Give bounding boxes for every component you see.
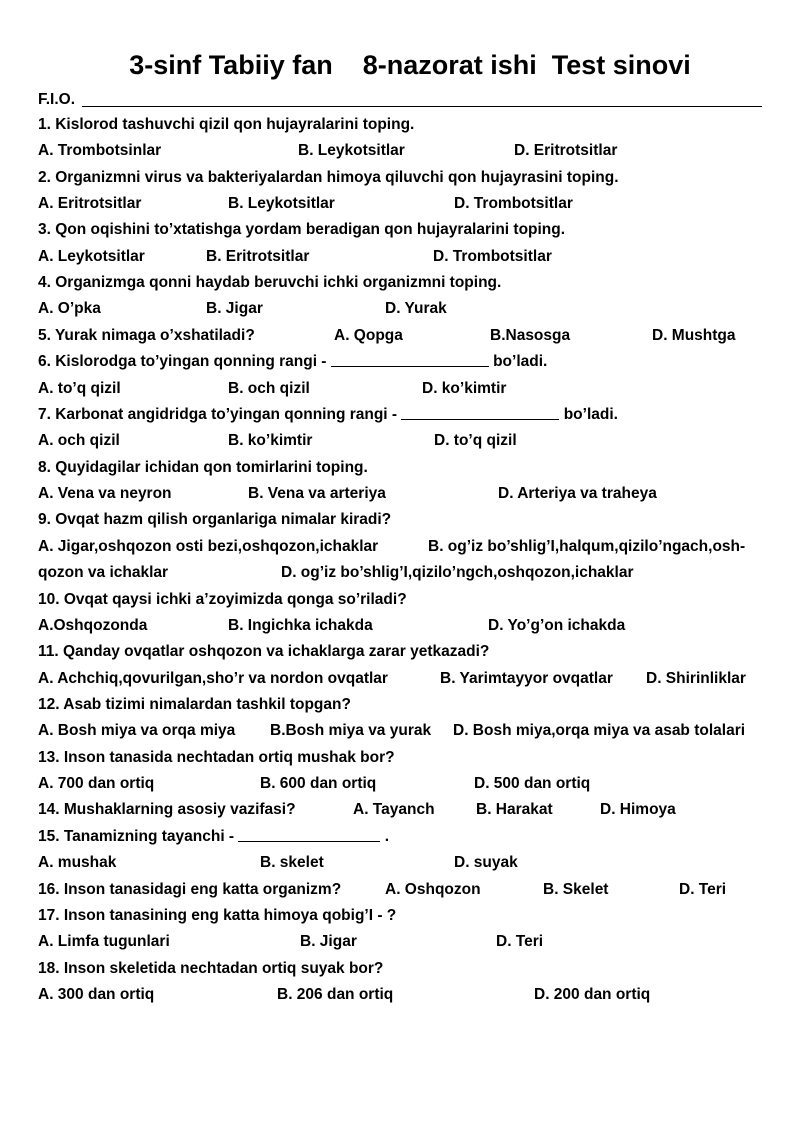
option-d[interactable]: D. Bosh miya,orqa miya va asab tolalari bbox=[453, 722, 746, 739]
option-d[interactable]: D. Teri bbox=[679, 881, 727, 898]
option-d[interactable]: D. Himoya bbox=[600, 801, 676, 818]
option-b[interactable]: B.Bosh miya va yurak bbox=[270, 722, 432, 739]
option-b[interactable]: B. Eritrotsitlar bbox=[206, 248, 310, 265]
option-d[interactable]: D. Arteriya va traheya bbox=[498, 485, 657, 502]
option-d[interactable]: D. Trombotsitlar bbox=[454, 195, 573, 212]
option-b[interactable]: B. Vena va arteriya bbox=[248, 485, 386, 502]
option-b[interactable]: B. skelet bbox=[260, 854, 324, 871]
option-b[interactable]: B. 600 dan ortiq bbox=[260, 775, 377, 792]
option-d[interactable]: D. Mushtga bbox=[652, 327, 736, 344]
question-text: 10. Ovqat qaysi ichki a’zoyimizda qonga so’riladi? bbox=[38, 591, 407, 608]
question-text: 17. Inson tanasining eng katta himoya qobig’I - ? bbox=[38, 907, 397, 924]
option-a[interactable]: A. Leykotsitlar bbox=[38, 248, 145, 265]
option-d[interactable]: D. 500 dan ortiq bbox=[474, 775, 591, 792]
option-d[interactable]: D. og’iz bo’shlig’I,qizilo’ngch,oshqozon,ichaklar bbox=[281, 564, 634, 581]
option-a[interactable]: A. 300 dan ortiq bbox=[38, 986, 155, 1003]
question-suffix: . bbox=[384, 828, 390, 845]
question-text: 14. Mushaklarning asosiy vazifasi? bbox=[38, 801, 296, 818]
answer-blank[interactable] bbox=[238, 826, 380, 842]
page-title: 3-sinf Tabiiy fan 8-nazorat ishi Test sinovi bbox=[129, 50, 691, 80]
option-d[interactable]: D. Yo’g’on ichakda bbox=[488, 617, 626, 634]
option-b[interactable]: B. Leykotsitlar bbox=[228, 195, 335, 212]
question-text: 7. Karbonat angidridga to’yingan qonning rangi - bbox=[38, 406, 398, 423]
option-d[interactable]: D. suyak bbox=[454, 854, 518, 871]
question-text: 8. Quyidagilar ichidan qon tomirlarini toping. bbox=[38, 459, 368, 476]
option-b[interactable]: B. och qizil bbox=[228, 380, 310, 397]
option-d[interactable]: D. to’q qizil bbox=[434, 432, 517, 449]
option-d[interactable]: D. Eritrotsitlar bbox=[514, 142, 618, 159]
answer-blank[interactable] bbox=[401, 404, 559, 420]
option-d[interactable]: D. 200 dan ortiq bbox=[534, 986, 651, 1003]
question-suffix: bo’ladi. bbox=[493, 353, 548, 370]
option-b[interactable]: B. Jigar bbox=[300, 933, 357, 950]
option-b[interactable]: B. ko’kimtir bbox=[228, 432, 313, 449]
option-d[interactable]: D. Trombotsitlar bbox=[433, 248, 552, 265]
name-label: F.I.O. bbox=[38, 91, 76, 108]
answer-blank[interactable] bbox=[331, 351, 489, 367]
option-b[interactable]: B. og’iz bo’shlig’I,halqum,qizilo’ngach,osh- bbox=[428, 538, 746, 555]
option-a[interactable]: A. Bosh miya va orqa miya bbox=[38, 722, 236, 739]
question-text: 13. Inson tanasida nechtadan ortiq mushak bor? bbox=[38, 749, 395, 766]
question-text: 9. Ovqat hazm qilish organlariga nimalar kiradi? bbox=[38, 511, 392, 528]
question-text: 15. Tanamizning tayanchi - bbox=[38, 828, 235, 845]
option-b[interactable]: B. Harakat bbox=[476, 801, 553, 818]
question-text: 5. Yurak nimaga o’xshatiladi? bbox=[38, 327, 255, 344]
option-b[interactable]: B. Yarimtayyor ovqatlar bbox=[440, 670, 613, 687]
option-d[interactable]: D. Yurak bbox=[385, 300, 447, 317]
option-b-continued[interactable]: qozon va ichaklar bbox=[38, 564, 169, 581]
option-a[interactable]: A. mushak bbox=[38, 854, 117, 871]
option-b[interactable]: B. Jigar bbox=[206, 300, 263, 317]
option-a[interactable]: A. och qizil bbox=[38, 432, 120, 449]
option-a[interactable]: A. 700 dan ortiq bbox=[38, 775, 155, 792]
option-a[interactable]: A. Limfa tugunlari bbox=[38, 933, 170, 950]
question-suffix: bo’ladi. bbox=[563, 406, 618, 423]
question-text: 16. Inson tanasidagi eng katta organizm? bbox=[38, 881, 342, 898]
option-a[interactable]: A. Eritrotsitlar bbox=[38, 195, 142, 212]
option-a[interactable]: A. Qopga bbox=[334, 327, 403, 344]
question-text: 6. Kislorodga to’yingan qonning rangi - bbox=[38, 353, 327, 370]
option-b[interactable]: B. Skelet bbox=[543, 881, 609, 898]
question-text: 11. Qanday ovqatlar oshqozon va ichaklarga zarar yetkazadi? bbox=[38, 643, 490, 660]
option-d[interactable]: D. Shirinliklar bbox=[646, 670, 746, 687]
question-text: 12. Asab tizimi nimalardan tashkil topgan? bbox=[38, 696, 351, 713]
option-b[interactable]: B. Leykotsitlar bbox=[298, 142, 405, 159]
option-a[interactable]: A. to’q qizil bbox=[38, 380, 121, 397]
option-a[interactable]: A. Vena va neyron bbox=[38, 485, 172, 502]
option-a[interactable]: A. Achchiq,qovurilgan,sho’r va nordon ovqatlar bbox=[38, 670, 388, 687]
question-text: 3. Qon oqishini to’xtatishga yordam beradigan qon hujayralarini toping. bbox=[38, 221, 566, 238]
option-b[interactable]: B.Nasosga bbox=[490, 327, 571, 344]
question-text: 1. Kislorod tashuvchi qizil qon hujayralarini toping. bbox=[38, 116, 415, 133]
option-a[interactable]: A.Oshqozonda bbox=[38, 617, 148, 634]
option-d[interactable]: D. Teri bbox=[496, 933, 544, 950]
option-a[interactable]: A. Oshqozon bbox=[385, 881, 481, 898]
name-blank-line bbox=[82, 106, 762, 107]
name-field[interactable] bbox=[38, 90, 762, 110]
option-b[interactable]: B. Ingichka ichakda bbox=[228, 617, 373, 634]
option-a[interactable]: A. Trombotsinlar bbox=[38, 142, 162, 159]
question-text: 2. Organizmni virus va bakteriyalardan himoya qiluvchi qon hujayrasini toping. bbox=[38, 169, 619, 186]
option-a[interactable]: A. Jigar,oshqozon osti bezi,oshqozon,ichaklar bbox=[38, 538, 379, 555]
option-a[interactable]: A. O’pka bbox=[38, 300, 101, 317]
option-a[interactable]: A. Tayanch bbox=[353, 801, 435, 818]
option-b[interactable]: B. 206 dan ortiq bbox=[277, 986, 394, 1003]
question-text: 4. Organizmga qonni haydab beruvchi ichki organizmni toping. bbox=[38, 274, 502, 291]
option-d[interactable]: D. ko’kimtir bbox=[422, 380, 507, 397]
question-text: 18. Inson skeletida nechtadan ortiq suyak bor? bbox=[38, 960, 384, 977]
